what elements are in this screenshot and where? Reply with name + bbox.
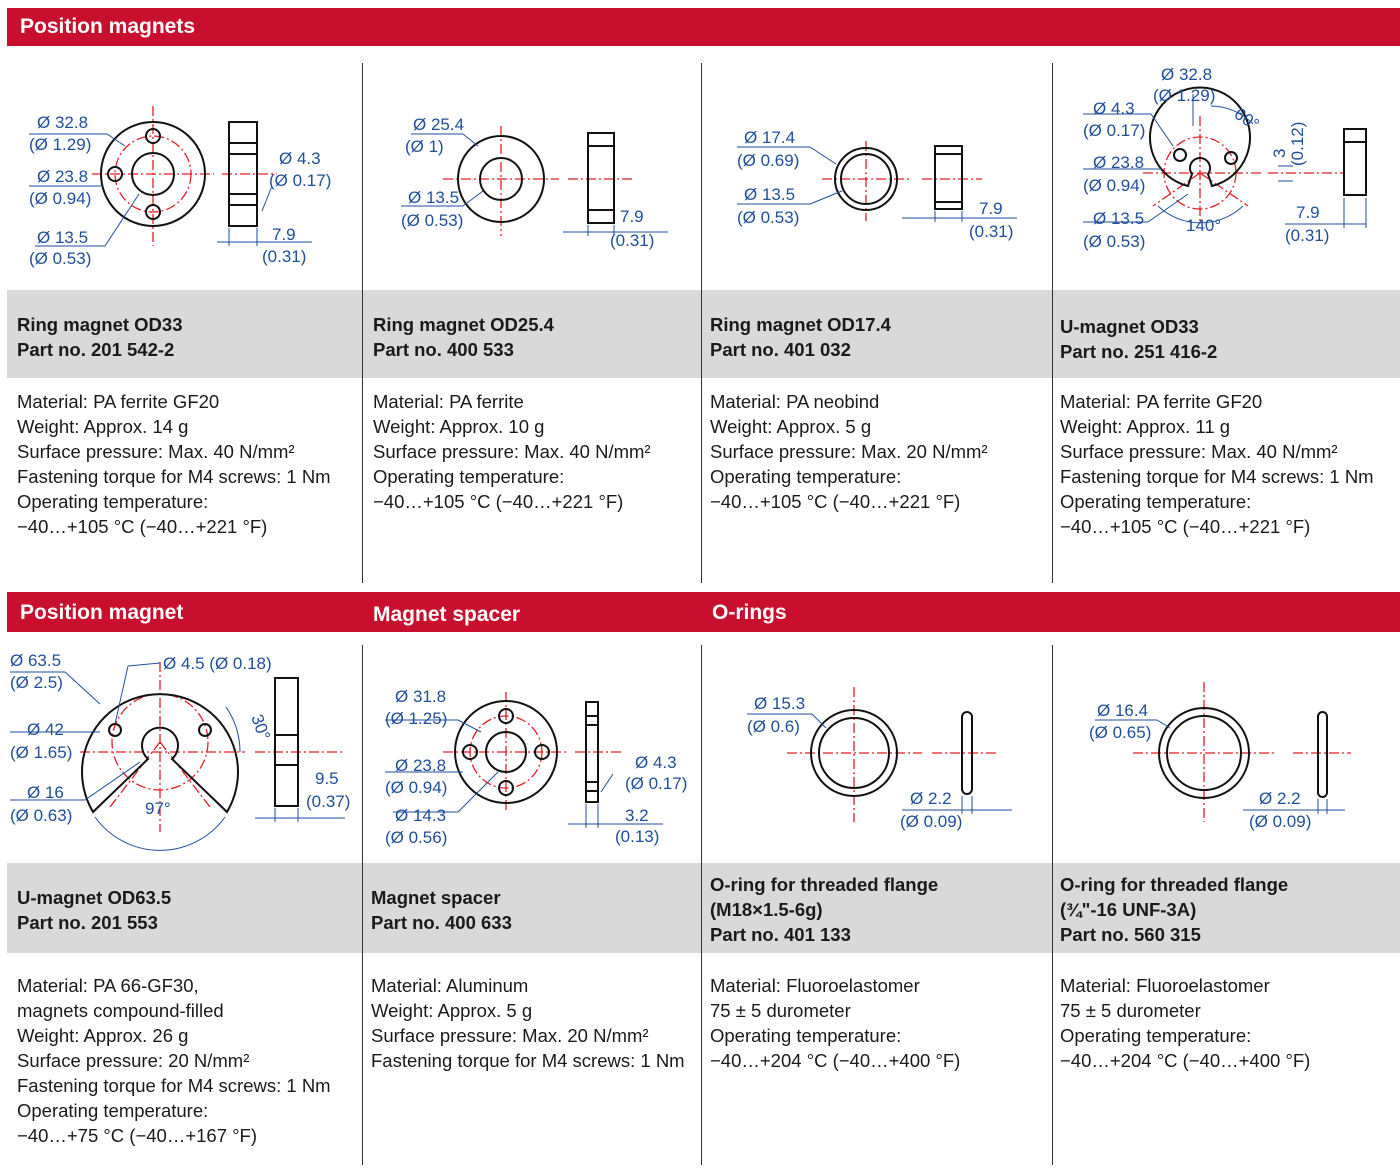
- dim-label: Ø 13.5: [408, 188, 460, 207]
- spec-line: Operating temperature:: [710, 1025, 902, 1046]
- dim-label: (Ø 0.17): [1083, 121, 1146, 140]
- technical-drawing: [702, 632, 1052, 862]
- product-name: Ring magnet OD33: [17, 314, 183, 335]
- dim-label: Ø 13.5: [744, 185, 796, 204]
- dim-label: (Ø 0.53): [401, 211, 464, 230]
- dim-label: (Ø 0.53): [1083, 232, 1146, 251]
- spec-list: [710, 389, 988, 514]
- dim-label: (Ø 0.63): [10, 806, 73, 825]
- dim-label: 7.9: [979, 199, 1003, 218]
- technical-drawing: [7, 46, 362, 286]
- spec-line: Surface pressure: Max. 20 N/mm²: [371, 1025, 649, 1046]
- technical-drawing: [0, 632, 362, 862]
- dim-label: (Ø 0.69): [737, 151, 800, 170]
- dim-label: (0.31): [969, 222, 1014, 241]
- dim-label: Ø 32.8: [1161, 65, 1213, 84]
- spec-line: Material: PA ferrite GF20: [17, 391, 220, 412]
- technical-drawing: [363, 46, 701, 286]
- dim-label: Ø 23.8: [395, 756, 447, 775]
- product-name: U-magnet OD63.5: [17, 887, 172, 908]
- product-title-bar: [1053, 290, 1400, 378]
- product-o-ring-m18: [702, 632, 1052, 1169]
- dim-label: Ø 25.4: [413, 115, 465, 134]
- spec-line: Weight: Approx. 11 g: [1060, 416, 1231, 437]
- dim-label: (Ø 0.56): [385, 828, 448, 847]
- dim-label: 7.9: [1296, 203, 1320, 222]
- product-ring-magnet-od33: [7, 46, 362, 586]
- spec-line: Operating temperature:: [710, 466, 902, 487]
- section-title-o-rings: O-rings: [712, 601, 787, 624]
- dim-label: Ø 63.5: [10, 651, 62, 670]
- section-title-position-magnet: Position magnet: [20, 601, 184, 624]
- dim-label: 3: [1270, 148, 1289, 158]
- spec-list: [710, 973, 960, 1073]
- section-header-row2: [7, 592, 1400, 632]
- dim-label: 60°: [1230, 104, 1263, 135]
- spec-line: Operating temperature:: [17, 491, 209, 512]
- spec-line: Material: Fluoroelastomer: [1060, 975, 1270, 996]
- spec-line: Surface pressure: Max. 20 N/mm²: [710, 441, 988, 462]
- dim-label: Ø 4.3: [1093, 99, 1135, 118]
- dim-label: (Ø 0.53): [737, 208, 800, 227]
- dim-label: 140°: [1186, 216, 1222, 235]
- product-title-bar: [1053, 863, 1400, 953]
- spec-line: Fastening torque for M4 screws: 1 Nm: [1060, 466, 1374, 487]
- spec-line: Fastening torque for M4 screws: 1 Nm: [17, 466, 331, 487]
- dim-label: (Ø 0.17): [269, 171, 332, 190]
- product-name: O-ring for threaded flange: [710, 874, 939, 895]
- spec-line: −40…+105 °C (−40…+221 °F): [1060, 516, 1311, 537]
- product-name: Magnet spacer: [371, 887, 501, 908]
- part-number: Part no. 251 416-2: [1060, 341, 1218, 362]
- technical-drawing: [363, 632, 701, 862]
- dim-label: (Ø 0.94): [1083, 176, 1146, 195]
- spec-line: Weight: Approx. 10 g: [373, 416, 545, 437]
- spec-line: −40…+75 °C (−40…+167 °F): [17, 1125, 258, 1146]
- dim-label: Ø 15.3: [754, 694, 806, 713]
- dim-label: Ø 31.8: [395, 687, 447, 706]
- product-o-ring-unf: [1053, 632, 1400, 1169]
- spec-line: Weight: Approx. 14 g: [17, 416, 189, 437]
- dim-label: Ø 4.5 (Ø 0.18): [163, 654, 272, 673]
- spec-line: Operating temperature:: [373, 466, 565, 487]
- dim-label: (Ø 0.17): [625, 774, 688, 793]
- spec-line: Material: PA neobind: [710, 391, 880, 412]
- dim-label: 30°: [247, 711, 274, 743]
- product-name: U-magnet OD33: [1060, 316, 1199, 337]
- dim-label: (Ø 0.94): [29, 189, 92, 208]
- dim-label: (Ø 1.65): [10, 743, 73, 762]
- dim-label: 9.5: [315, 769, 339, 788]
- spec-list: [17, 973, 331, 1148]
- product-thread: (M18×1.5-6g): [710, 899, 823, 920]
- product-name: Ring magnet OD17.4: [710, 314, 891, 335]
- dim-label: (0.37): [306, 792, 351, 811]
- product-name: O-ring for threaded flange: [1060, 874, 1289, 895]
- part-number: Part no. 401 133: [710, 924, 851, 945]
- dim-label: Ø 16.4: [1097, 701, 1149, 720]
- dim-label: (0.31): [610, 231, 655, 250]
- spec-line: Fastening torque for M4 screws: 1 Nm: [371, 1050, 685, 1071]
- spec-line: Operating temperature:: [17, 1100, 209, 1121]
- dim-label: (Ø 0.65): [1089, 723, 1152, 742]
- dim-label: Ø 42: [27, 720, 64, 739]
- dim-label: (0.31): [1285, 226, 1330, 245]
- spec-line: −40…+105 °C (−40…+221 °F): [373, 491, 624, 512]
- spec-line: Surface pressure: Max. 40 N/mm²: [1060, 441, 1338, 462]
- dim-label: (Ø 0.94): [385, 778, 448, 797]
- product-title-bar: [702, 863, 1052, 953]
- section-title: Position magnets: [20, 15, 196, 38]
- spec-list: [1060, 389, 1374, 539]
- dim-label: (Ø 0.53): [29, 249, 92, 268]
- dim-label: Ø 2.2: [1259, 789, 1301, 808]
- part-number: Part no. 201 542-2: [17, 339, 175, 360]
- spec-line: −40…+105 °C (−40…+221 °F): [710, 491, 961, 512]
- spec-line: Material: PA ferrite: [373, 391, 524, 412]
- part-number: Part no. 401 032: [710, 339, 851, 360]
- spec-list: [373, 389, 651, 514]
- product-title-bar: [702, 290, 1052, 378]
- spec-line: −40…+105 °C (−40…+221 °F): [17, 516, 268, 537]
- spec-line: Material: PA ferrite GF20: [1060, 391, 1263, 412]
- dim-label: (Ø 2.5): [10, 673, 63, 692]
- dim-label: 7.9: [272, 225, 296, 244]
- spec-line: Surface pressure: Max. 40 N/mm²: [373, 441, 651, 462]
- product-title-bar: [363, 290, 701, 378]
- dim-label: (Ø 1.29): [29, 135, 92, 154]
- dim-label: Ø 14.3: [395, 806, 447, 825]
- spec-line: Operating temperature:: [1060, 491, 1252, 512]
- dim-label: Ø 17.4: [744, 128, 796, 147]
- spec-line: Material: Fluoroelastomer: [710, 975, 920, 996]
- product-ring-magnet-od17-4: [702, 46, 1052, 586]
- spec-line: Fastening torque for M4 screws: 1 Nm: [17, 1075, 331, 1096]
- dim-label: (Ø 1.25): [385, 709, 448, 728]
- product-name: Ring magnet OD25.4: [373, 314, 554, 335]
- dim-label: (0.31): [262, 247, 307, 266]
- spec-list: [1060, 973, 1310, 1073]
- dim-label: Ø 23.8: [37, 167, 89, 186]
- part-number: Part no. 400 533: [373, 339, 514, 360]
- spec-line: −40…+204 °C (−40…+400 °F): [710, 1050, 961, 1071]
- product-magnet-spacer: [363, 632, 701, 1169]
- part-number: Part no. 560 315: [1060, 924, 1201, 945]
- technical-drawing: [702, 46, 1052, 286]
- dim-label: Ø 13.5: [1093, 209, 1145, 228]
- technical-drawing: [1053, 632, 1400, 862]
- dim-label: Ø 4.3: [635, 753, 677, 772]
- dim-label: (0.13): [615, 827, 660, 846]
- spec-line: Weight: Approx. 5 g: [710, 416, 872, 437]
- spec-list: [371, 973, 685, 1073]
- technical-drawing: [1053, 46, 1400, 286]
- dim-label: Ø 4.3: [279, 149, 321, 168]
- spec-line: magnets compound-filled: [17, 1000, 224, 1021]
- dim-label: (Ø 1.29): [1153, 86, 1216, 105]
- spec-line: 75 ± 5 durometer: [710, 1000, 851, 1021]
- spec-line: Weight: Approx. 5 g: [371, 1000, 533, 1021]
- dim-label: (Ø 0.6): [747, 717, 800, 736]
- product-u-magnet-od33: [1053, 46, 1400, 586]
- dim-label: Ø 16: [27, 783, 64, 802]
- spec-line: −40…+204 °C (−40…+400 °F): [1060, 1050, 1311, 1071]
- spec-line: Operating temperature:: [1060, 1025, 1252, 1046]
- product-ring-magnet-od25-4: [363, 46, 701, 586]
- product-title-bar: [363, 863, 701, 953]
- dim-label: 97°: [145, 799, 171, 818]
- section-title-magnet-spacer: Magnet spacer: [373, 603, 521, 626]
- spec-line: Surface pressure: Max. 40 N/mm²: [17, 441, 295, 462]
- dim-label: 3.2: [625, 806, 649, 825]
- spec-line: Weight: Approx. 26 g: [17, 1025, 189, 1046]
- spec-list: [17, 389, 331, 539]
- dim-label: (Ø 0.09): [900, 812, 963, 831]
- spec-line: 75 ± 5 durometer: [1060, 1000, 1201, 1021]
- section-header-position-magnets: [7, 8, 1400, 46]
- dim-label: (0.12): [1288, 121, 1307, 166]
- dim-label: (Ø 1): [405, 137, 444, 156]
- spec-line: Material: Aluminum: [371, 975, 529, 996]
- dim-label: Ø 2.2: [910, 789, 952, 808]
- dim-label: Ø 32.8: [37, 113, 89, 132]
- product-thread: (¾"-16 UNF-3A): [1060, 899, 1197, 920]
- product-u-magnet-od63-5: [0, 632, 362, 1169]
- part-number: Part no. 400 633: [371, 912, 512, 933]
- dim-label: 7.9: [620, 207, 644, 226]
- spec-line: Surface pressure: 20 N/mm²: [17, 1050, 250, 1071]
- product-title-bar: [7, 863, 362, 953]
- part-number: Part no. 201 553: [17, 912, 158, 933]
- product-title-bar: [7, 290, 362, 378]
- spec-line: Material: PA 66-GF30,: [17, 975, 199, 996]
- dim-label: Ø 23.8: [1093, 153, 1145, 172]
- dim-label: Ø 13.5: [37, 228, 89, 247]
- dim-label: (Ø 0.09): [1249, 812, 1312, 831]
